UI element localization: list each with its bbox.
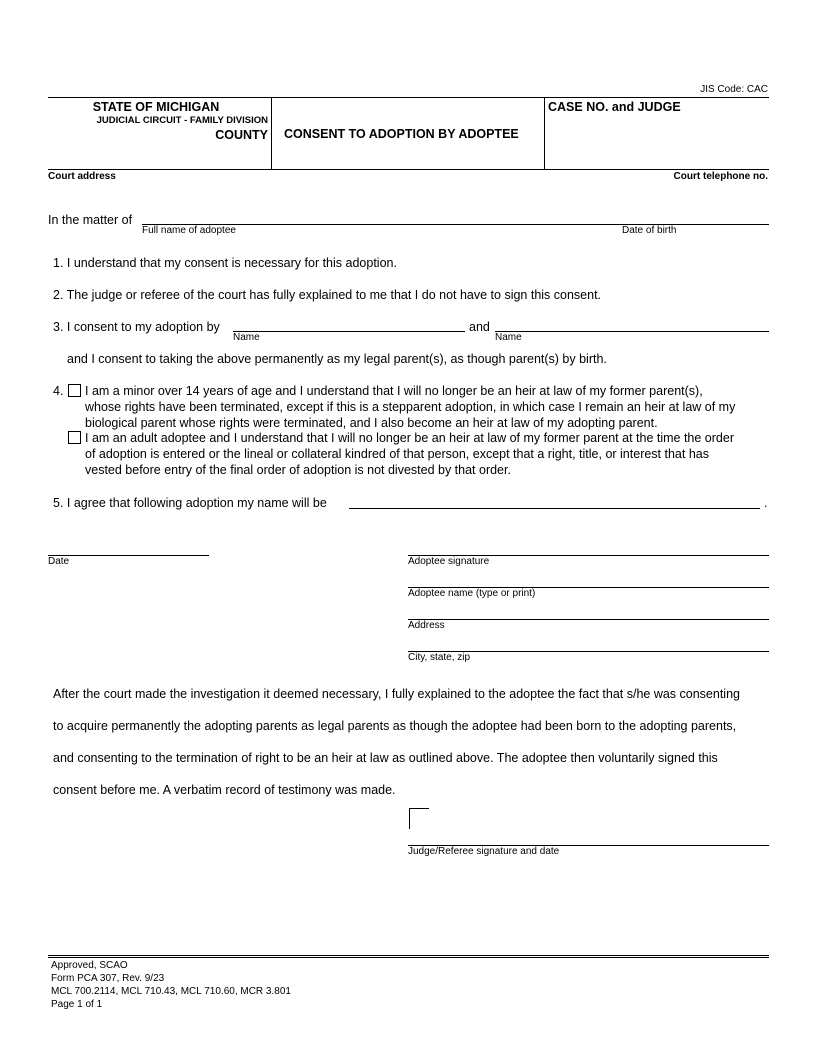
footer-approved: Approved, SCAO <box>51 960 128 971</box>
item-4-option-b-line-3: vested before entry of the final order of adoption is not divested by that order. <box>85 463 511 477</box>
state-name: STATE OF MICHIGAN <box>92 100 220 114</box>
item-4-option-b-line-1: I am an adult adoptee and I understand that I will no longer be an heir at law of my former parent at the time the order <box>85 431 734 445</box>
item-1: 1. I understand that my consent is necessary for this adoption. <box>53 256 397 270</box>
county-label: COUNTY <box>215 128 268 142</box>
date-label: Date <box>48 556 70 567</box>
name-label-2: Name <box>495 332 522 343</box>
item-4-option-a-line-3: biological parent whose rights were terminated, and I also become an heir at law of my adopting parent. <box>85 416 658 430</box>
certification-line-2: to acquire permanently the adopting parents as legal parents as though the adoptee had been born to the adopting parents, <box>53 719 737 733</box>
footer-form-number: Form PCA 307, Rev. 9/23 <box>51 973 165 984</box>
jis-code: JIS Code: CAC <box>700 84 768 95</box>
address-line[interactable] <box>408 619 769 620</box>
item-3-prefix: 3. I consent to my adoption by <box>53 320 220 334</box>
parent-name-line-1[interactable] <box>233 331 465 332</box>
judge-signature-label: Judge/Referee signature and date <box>408 846 560 857</box>
case-no-label: CASE NO. and JUDGE <box>548 100 681 114</box>
adoptee-name-label: Adoptee name (type or print) <box>408 588 536 599</box>
certification-line-1: After the court made the investigation it deemed necessary, I fully explained to the adoptee the fact that s/he was consenting <box>53 687 740 701</box>
matter-prefix: In the matter of <box>48 213 133 227</box>
city-state-zip-label: City, state, zip <box>408 652 471 663</box>
item-3-and: and <box>469 320 490 334</box>
parent-name-line-2[interactable] <box>495 331 769 332</box>
minor-adoptee-checkbox[interactable] <box>68 384 81 397</box>
item-2: 2. The judge or referee of the court has fully explained to me that I do not have to sign this consent. <box>53 288 602 302</box>
date-line[interactable] <box>48 555 209 556</box>
header-divider-left <box>271 97 272 170</box>
dob-label: Date of birth <box>622 225 677 236</box>
footer-mcl: MCL 700.2114, MCL 710.43, MCL 710.60, MCR 3.801 <box>51 986 291 997</box>
court-address-label: Court address <box>48 171 116 182</box>
item-3-continued: and I consent to taking the above permanently as my legal parent(s), as though parent(s) by birth. <box>67 352 607 366</box>
form-title: CONSENT TO ADOPTION BY ADOPTEE <box>284 127 519 141</box>
certification-line-4: consent before me. A verbatim record of testimony was made. <box>53 783 396 797</box>
seal-bracket-vertical <box>409 808 410 829</box>
adoptee-signature-label: Adoptee signature <box>408 556 490 567</box>
item-5-prefix: 5. I agree that following adoption my name will be <box>53 496 327 510</box>
footer-rule-top <box>48 955 769 956</box>
new-name-line[interactable] <box>349 508 760 509</box>
header-top-rule <box>48 97 769 98</box>
header-bottom-rule <box>48 169 769 170</box>
certification-line-3: and consenting to the termination of right to be an heir at law as outlined above. The adoptee then voluntarily signed this <box>53 751 718 765</box>
full-name-label: Full name of adoptee <box>142 225 236 236</box>
item-4-number: 4. <box>53 384 64 398</box>
footer-rule-bottom <box>48 957 769 958</box>
adult-adoptee-checkbox[interactable] <box>68 431 81 444</box>
header-divider-right <box>544 97 545 170</box>
item-4-option-b-line-2: of adoption is entered or the lineal or collateral kindred of that person, except that a right, title, or interest that has <box>85 447 709 461</box>
circuit-label: JUDICIAL CIRCUIT - FAMILY DIVISION <box>96 115 268 126</box>
item-4-option-a-line-2: whose rights have been terminated, except if this is a stepparent adoption, in which case I remain an heir at law of my <box>85 400 736 414</box>
address-label: Address <box>408 620 445 631</box>
item-4-option-a-line-1: I am a minor over 14 years of age and I understand that I will no longer be an heir at law of my former parent(s), <box>85 384 703 398</box>
item-5-suffix: . <box>764 496 768 510</box>
seal-bracket-horizontal <box>409 808 429 809</box>
name-label-1: Name <box>233 332 260 343</box>
court-telephone-label: Court telephone no. <box>673 171 768 182</box>
footer-page: Page 1 of 1 <box>51 999 103 1010</box>
